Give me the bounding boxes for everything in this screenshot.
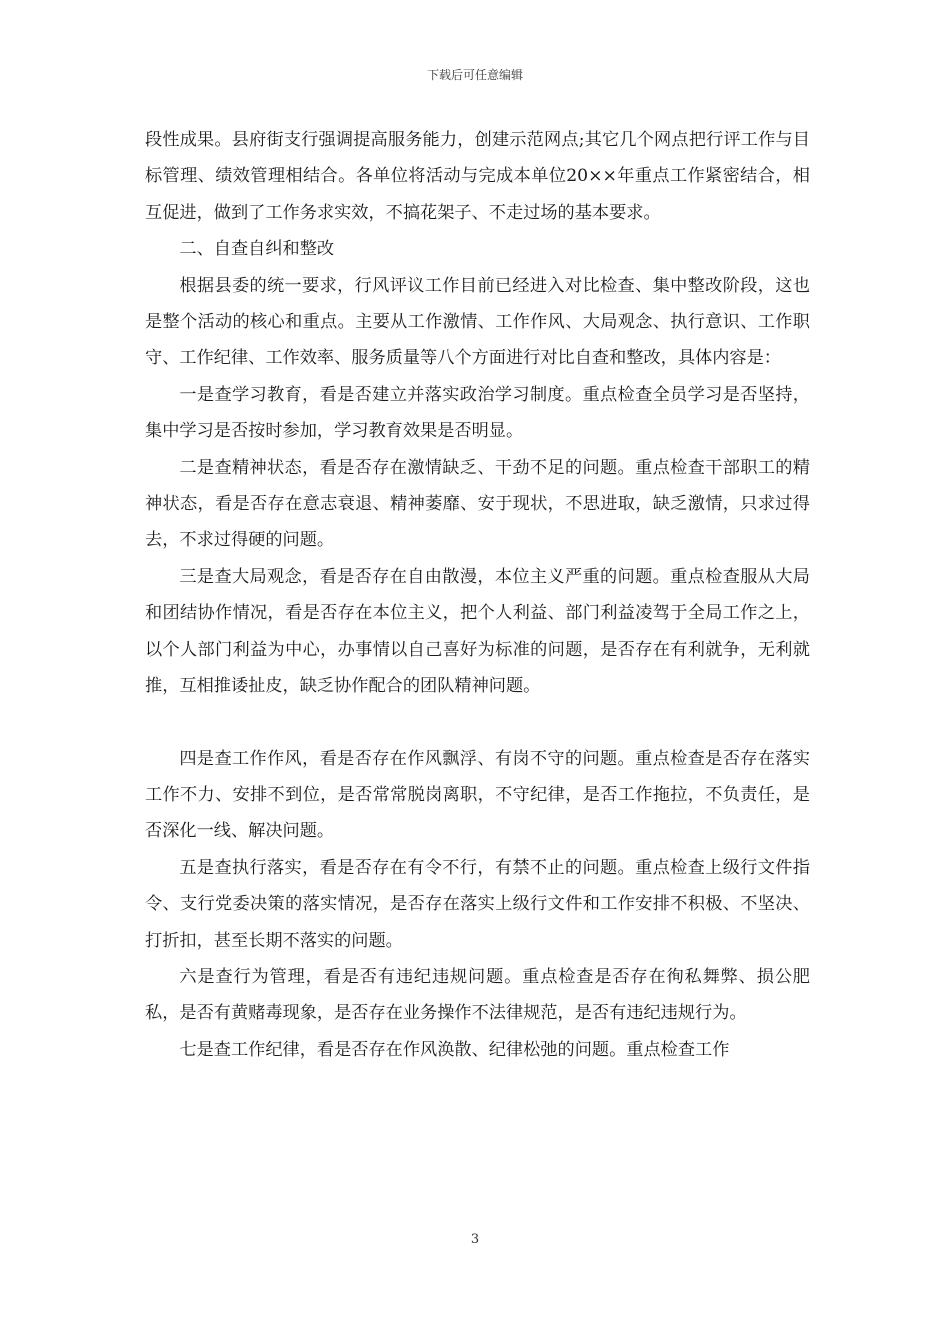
- section-heading: 二、自查自纠和整改: [179, 239, 335, 260]
- document-body: [145, 122, 810, 1068]
- paragraph: 六是查行为管理，看是否有违纪违规问题。重点检查是否存在徇私舞弊、损公肥私，是否有黄赌毒现象，是否存在业务操作不法律规范，是否有违纪违规行为。: [145, 966, 810, 1024]
- paragraph: 四是查工作作风，看是否存在作风飘浮、有岗不守的问题。重点检查是否存在落实工作不力、安排不到位，是否常常脱岗离职，不守纪律，是否工作拖拉，不负责任，是否深化一线、解决问题。: [145, 748, 810, 842]
- paragraph: 七是查工作纪律，看是否存在作风涣散、纪律松弛的问题。重点检查工作: [179, 1039, 730, 1060]
- paragraph-continuation: 段性成果。县府街支行强调提高服务能力，创建示范网点;其它几个网点把行评工作与目标管理、绩效管理相结合。各单位将活动与完成本单位20××年重点工作紧密结合，相互促进，做到了工作务求实效，不搞花架子、不走过场的基本要求。: [145, 130, 810, 223]
- paragraph: 三是查大局观念，看是否存在自由散漫，本位主义严重的问题。重点检查服从大局和团结协作情况，看是否存在本位主义，把个人利益、部门利益凌驾于全局工作之上，以个人部门利益为中心，办事情以自己喜好为标准的问题，是否存在有利就争，无利就推，互相推诿扯皮，缺乏协作配合的团队精神问题。: [145, 566, 810, 697]
- paragraph: 一是查学习教育，看是否建立并落实政治学习制度。重点检查全员学习是否坚持，集中学习是否按时参加，学习教育效果是否明显。: [145, 384, 810, 442]
- page-number: 3: [470, 1232, 480, 1247]
- paragraph: 五是查执行落实，看是否存在有令不行，有禁不止的问题。重点检查上级行文件指令、支行党委决策的落实情况，是否存在落实上级行文件和工作安排不积极、不坚决、打折扣，甚至长期不落实的问题。: [145, 857, 810, 951]
- paragraph: 根据县委的统一要求，行风评议工作目前已经进入对比检查、集中整改阶段，这也是整个活动的核心和重点。主要从工作激情、工作作风、大局观念、执行意识、工作职守、工作纪律、工作效率、服务质量等八个方面进行对比自查和整改，具体内容是：: [145, 275, 810, 369]
- page-header: 下载后可任意编辑: [426, 68, 523, 82]
- paragraph: 二是查精神状态，看是否存在激情缺乏、干劲不足的问题。重点检查干部职工的精神状态，看是否存在意志衰退、精神萎靡、安于现状，不思进取，缺乏激情，只求过得去，不求过得硬的问题。: [145, 457, 810, 551]
